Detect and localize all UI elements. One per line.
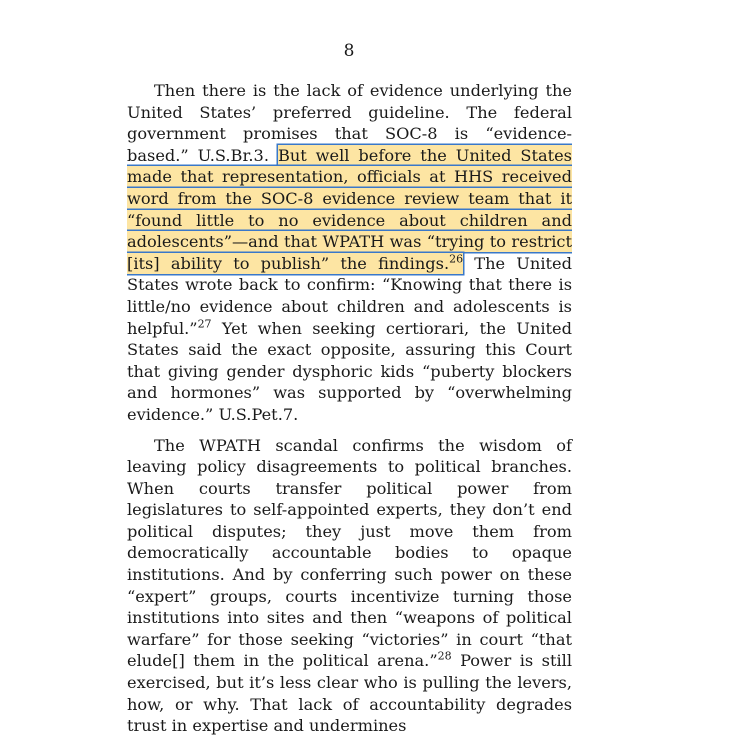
paragraph-text: Then there is the lack of evidence underlying the United States’ preferred guideline. The federal government promises that SOC-8 is “evidence-based.” U.S.Br.3. — [127, 81, 572, 165]
paragraph-wpath-scandal — [127, 435, 572, 737]
body-text — [127, 80, 572, 737]
footnote-marker-27[interactable]: 27 — [197, 317, 212, 331]
footnote-marker-26[interactable]: 26 — [449, 252, 464, 266]
footnote-marker-28[interactable]: 28 — [437, 650, 452, 664]
paragraph-evidence — [127, 80, 572, 426]
paragraph-text: The United States wrote back to confirm: “Knowing that there is little/no evidence about children and adolescents is helpful.” — [127, 253, 572, 338]
highlighted-text: But well before the United States made that representation, officials at HHS received word from the SOC-8 evidence review team that it “found little to no evidence about children and adolescents”—and that WPATH was “trying to restrict [its] ability to publish” the findings. — [127, 145, 572, 273]
paragraph-text: The WPATH scandal confirms the wisdom of leaving policy disagreements to political branches. When courts transfer political power from legislatures to self-appointed experts, they don’t end political disputes; they just move them from democratically accountable bodies to opaque institutions. And by conferring such power on these “expert” groups, courts incentivize turning those institutions into sites and then “weapons of political warfare” for those seeking “victories” in court “that elude[] them in the political arena.” — [127, 435, 572, 671]
page-number: 8 — [343, 41, 355, 61]
paragraph-text: Yet when seeking certiorari, the United States said the exact opposite, assuring this Court that giving gender dysphoric kids “puberty blockers and hormones” was supported by “overwhelming evidence.” U.S.Pet.7. — [127, 318, 572, 424]
paragraph-text: Power is still exercised, but it’s less clear who is pulling the levers, how, or why. That lack of accountability degrades trust in expertise and undermines — [127, 651, 572, 736]
